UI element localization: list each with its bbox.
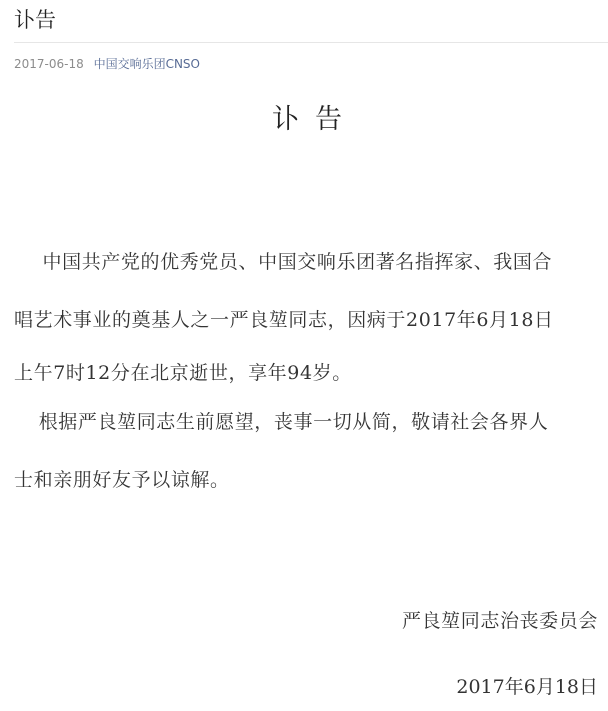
paragraph-2 [14, 393, 600, 509]
paragraph-1-line-1: 中国共产党的优秀党员、中国交响乐团著名指挥家、我国合 [42, 251, 553, 273]
article-meta [14, 56, 200, 72]
paragraph-2-line-1: 根据严良堃同志生前愿望，丧事一切从简，敬请社会各界人 [38, 411, 549, 433]
paragraph-2-line-2: 士和亲朋好友予以谅解。 [14, 469, 230, 491]
signature-date: 2017年6月18日 [456, 676, 598, 698]
paragraph-1 [14, 233, 600, 393]
paragraph-1-line-2: 唱艺术事业的奠基人之一严良堃同志，因病于2017年6月18日 [14, 309, 554, 331]
publish-date: 2017-06-18 [14, 57, 84, 71]
article-body [14, 96, 600, 509]
header-divider [14, 42, 608, 43]
account-link[interactable]: 中国交响乐团CNSO [93, 57, 200, 71]
paragraph-1-line-3: 上午7时12分在北京逝世，享年94岁。 [14, 362, 352, 384]
article-title: 讣告 [272, 104, 358, 135]
signature-organization: 严良堃同志治丧委员会 [401, 610, 598, 632]
header-title: 讣告 [14, 8, 56, 32]
